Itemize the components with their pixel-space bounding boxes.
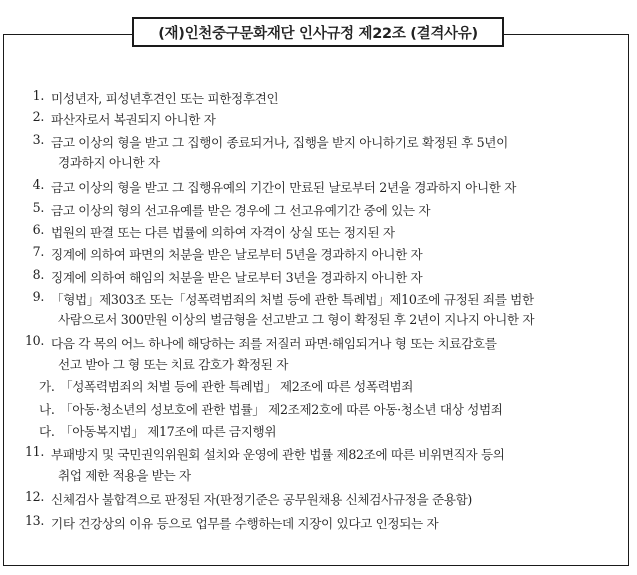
item-text-cont: 취업 제한 적용을 받는 자 — [58, 468, 191, 483]
item-text-cont: 선고 받아 그 형 또는 치료 감호가 확정된 자 — [58, 357, 289, 372]
item-number: 4. — [32, 177, 44, 192]
item-text: 금고 이상의 형을 받고 그 집행유예의 기간이 만료된 날로부터 2년을 경과하지 아니한 자 — [51, 180, 517, 195]
item-text: 금고 이상의 형을 받고 그 집행이 종료되거나, 집행을 받지 아니하기로 확정된 후 5년이 — [51, 135, 508, 150]
item-number: 11. — [25, 444, 44, 459]
sub-item-label: 가. — [39, 379, 55, 394]
item-number: 8. — [32, 267, 44, 282]
item-text: 법원의 판결 또는 다른 법률에 의하여 자격이 상실 또는 정지된 자 — [51, 225, 395, 240]
item-text: 미성년자, 피성년후견인 또는 피한정후견인 — [51, 91, 279, 106]
sub-item-label: 다. — [39, 424, 55, 439]
item-text: 파산자로서 복권되지 아니한 자 — [51, 112, 216, 127]
item-number: 13. — [25, 513, 44, 528]
item-number: 1. — [32, 88, 44, 103]
item-text: 부패방지 및 국민권익위원회 설치와 운영에 관한 법률 제82조에 따른 비위면직자 등의 — [51, 447, 505, 462]
sub-item-text: 「성폭력범죄의 처벌 등에 관한 특례법」 제2조에 따른 성폭력범죄 — [60, 379, 414, 394]
item-text: 징계에 의하여 파면의 처분을 받은 날로부터 5년을 경과하지 아니한 자 — [51, 247, 423, 262]
item-number: 3. — [32, 132, 44, 147]
item-text-cont: 경과하지 아니한 자 — [58, 155, 160, 170]
item-text: 징계에 의하여 해임의 처분을 받은 날로부터 3년을 경과하지 아니한 자 — [51, 270, 423, 285]
item-number: 5. — [32, 200, 44, 215]
sub-item-label: 나. — [39, 402, 55, 417]
item-number: 12. — [25, 489, 44, 504]
item-text: 금고 이상의 형의 선고유예를 받은 경우에 그 선고유예기간 중에 있는 자 — [51, 203, 431, 218]
item-number: 6. — [32, 222, 44, 237]
sub-item-text: 「아동·청소년의 성보호에 관한 법률」 제2조제2호에 따른 아동·청소년 대상 성범죄 — [60, 402, 503, 417]
item-text: 기타 건강상의 이유 등으로 업무를 수행하는데 지장이 있다고 인정되는 자 — [51, 516, 439, 531]
item-number: 7. — [32, 244, 44, 259]
item-text: 신체검사 불합격으로 판정된 자(판정기준은 공무원채용 신체검사규정을 준용함) — [51, 492, 472, 507]
item-text-cont: 사람으로서 300만원 이상의 벌금형을 선고받고 그 형이 확정된 후 2년이 지나지 아니한 자 — [58, 312, 535, 327]
item-number: 2. — [32, 109, 44, 124]
item-number: 10. — [25, 333, 44, 348]
item-number: 9. — [32, 289, 44, 304]
item-text: 다음 각 목의 어느 하나에 해당하는 죄를 저질러 파면·해임되거나 형 또는 치료감호를 — [51, 336, 497, 351]
page-title: (재)인천중구문화재단 인사규정 제22조 (결격사유) — [132, 17, 504, 47]
item-text: 「형법」제303조 또는「성폭력범죄의 처벌 등에 관한 특례법」제10조에 규정된 죄를 범한 — [51, 292, 534, 307]
sub-item-text: 「아동복지법」 제17조에 따른 금지행위 — [60, 424, 277, 439]
